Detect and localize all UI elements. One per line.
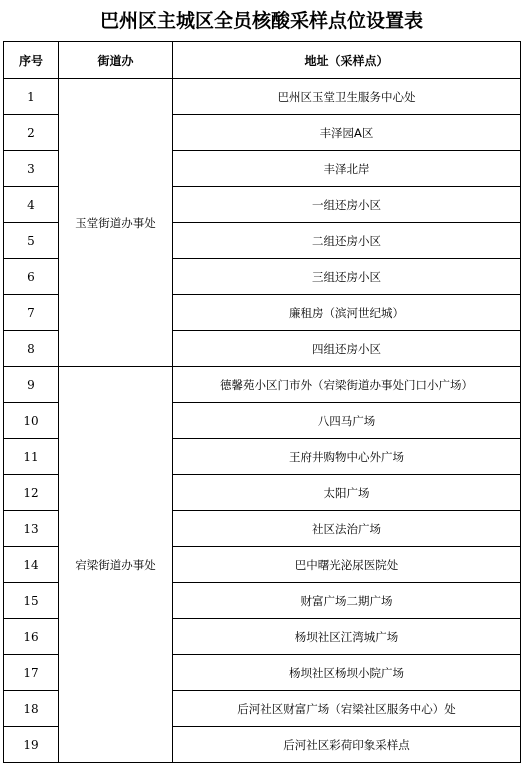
row-address: 巴州区玉堂卫生服务中心处: [173, 79, 521, 115]
row-index: 6: [4, 259, 59, 295]
row-index: 17: [4, 655, 59, 691]
row-index: 9: [4, 367, 59, 403]
row-address: 德馨苑小区门市外（宕梁街道办事处门口小广场）: [173, 367, 521, 403]
sampling-sites-table: [3, 41, 521, 763]
row-index: 19: [4, 727, 59, 763]
row-address: 巴中曙光泌尿医院处: [173, 547, 521, 583]
row-index: 11: [4, 439, 59, 475]
row-address: 财富广场二期广场: [173, 583, 521, 619]
row-index: 18: [4, 691, 59, 727]
header-street: 街道办: [59, 42, 173, 79]
header-index: 序号: [4, 42, 59, 79]
row-address: 三组还房小区: [173, 259, 521, 295]
table-row: [4, 79, 521, 115]
row-address: 二组还房小区: [173, 223, 521, 259]
row-address: 后河社区彩荷印象采样点: [173, 727, 521, 763]
row-index: 8: [4, 331, 59, 367]
row-address: 四组还房小区: [173, 331, 521, 367]
row-address: 太阳广场: [173, 475, 521, 511]
row-index: 1: [4, 79, 59, 115]
row-index: 15: [4, 583, 59, 619]
row-index: 3: [4, 151, 59, 187]
row-address: 王府井购物中心外广场: [173, 439, 521, 475]
row-address: 八四马广场: [173, 403, 521, 439]
row-index: 7: [4, 295, 59, 331]
row-index: 5: [4, 223, 59, 259]
street-office-cell: 宕梁街道办事处: [59, 367, 173, 763]
table-row: [4, 367, 521, 403]
row-address: 一组还房小区: [173, 187, 521, 223]
row-address: 廉租房（滨河世纪城）: [173, 295, 521, 331]
street-office-cell: 玉堂街道办事处: [59, 79, 173, 367]
page-title: 巴州区主城区全员核酸采样点位设置表: [99, 10, 423, 32]
row-index: 16: [4, 619, 59, 655]
row-address: 丰泽园A区: [173, 115, 521, 151]
row-address: 杨坝社区江湾城广场: [173, 619, 521, 655]
table-body: [4, 79, 521, 763]
row-index: 10: [4, 403, 59, 439]
row-index: 14: [4, 547, 59, 583]
header-address: 地址（采样点）: [173, 42, 521, 79]
row-index: 2: [4, 115, 59, 151]
row-address: 丰泽北岸: [173, 151, 521, 187]
row-address: 后河社区财富广场（宕梁社区服务中心）处: [173, 691, 521, 727]
row-address: 杨坝社区杨坝小院广场: [173, 655, 521, 691]
row-index: 12: [4, 475, 59, 511]
row-index: 13: [4, 511, 59, 547]
row-index: 4: [4, 187, 59, 223]
row-address: 社区法治广场: [173, 511, 521, 547]
table-header-row: [4, 42, 521, 79]
